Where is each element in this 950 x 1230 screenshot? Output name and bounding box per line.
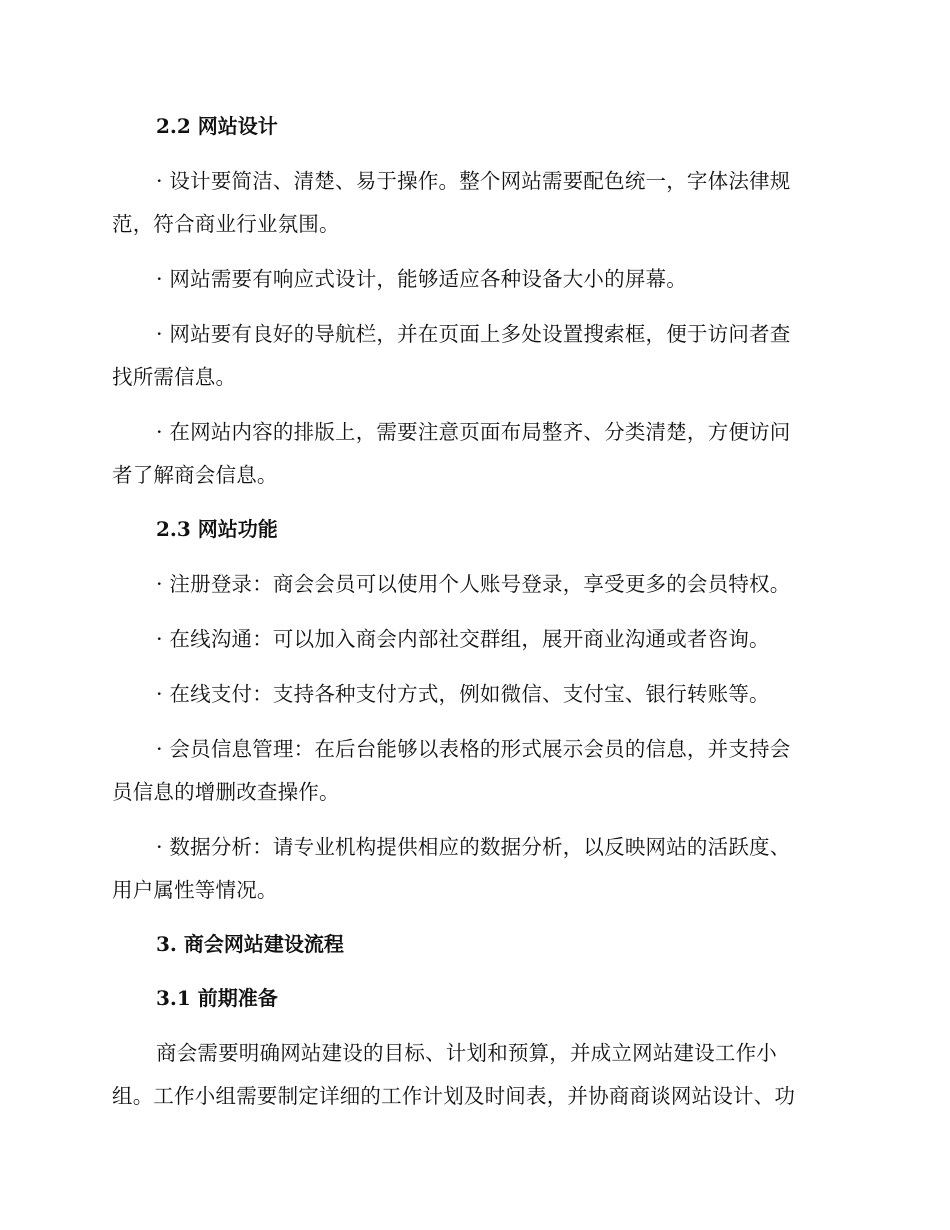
- paragraph-line: 用户属性等情况。: [112, 878, 278, 902]
- paragraph-design-layout: [112, 411, 828, 497]
- section-heading-3-1: 3.1 前期准备: [156, 986, 278, 1010]
- paragraph-function-login: [112, 563, 828, 606]
- paragraph-line: · 设计要简洁、清楚、易于操作。整个网站需要配色统一，字体法律规: [156, 169, 791, 193]
- paragraph-line: 范，符合商业行业氛围。: [112, 212, 340, 236]
- paragraph-design-responsive: [112, 258, 828, 301]
- paragraph-line: · 在网站内容的排版上，需要注意页面布局整齐、分类清楚，方便访问: [156, 420, 791, 444]
- section-heading-2-3: 2.3 网站功能: [156, 517, 278, 541]
- paragraph-line: 找所需信息。: [112, 365, 237, 389]
- paragraph-line: 商会需要明确网站建设的目标、计划和预算，并成立网站建设工作小: [156, 1041, 777, 1065]
- paragraph-line: 者了解商会信息。: [112, 463, 278, 487]
- paragraph-line: · 网站需要有响应式设计，能够适应各种设备大小的屏幕。: [156, 267, 687, 291]
- paragraph-line: · 在线沟通：可以加入商会内部社交群组，展开商业沟通或者咨询。: [156, 627, 770, 651]
- paragraph-line: · 会员信息管理：在后台能够以表格的形式展示会员的信息，并支持会: [156, 737, 791, 761]
- paragraph-line: 员信息的增删改查操作。: [112, 780, 340, 804]
- paragraph-line: 组。工作小组需要制定详细的工作计划及时间表，并协商商谈网站设计、功: [112, 1084, 796, 1108]
- paragraph-design-navigation: [112, 313, 828, 399]
- paragraph-line: · 在线支付：支持各种支付方式，例如微信、支付宝、银行转账等。: [156, 682, 770, 706]
- paragraph-line: · 注册登录：商会会员可以使用个人账号登录，享受更多的会员特权。: [156, 572, 791, 596]
- paragraph-function-communication: [112, 618, 828, 661]
- paragraph-preparation: [112, 1032, 828, 1118]
- paragraph-function-payment: [112, 673, 828, 716]
- paragraph-line: · 网站要有良好的导航栏，并在页面上多处设置搜索框，便于访问者查: [156, 322, 791, 346]
- paragraph-function-member-management: [112, 728, 828, 814]
- paragraph-function-analytics: [112, 826, 828, 912]
- paragraph-design-simple: [112, 160, 828, 246]
- section-heading-3: 3. 商会网站建设流程: [156, 932, 344, 956]
- paragraph-line: · 数据分析：请专业机构提供相应的数据分析，以反映网站的活跃度、: [156, 835, 791, 859]
- document-body: [112, 106, 828, 1130]
- section-heading-2-2: 2.2 网站设计: [156, 114, 278, 138]
